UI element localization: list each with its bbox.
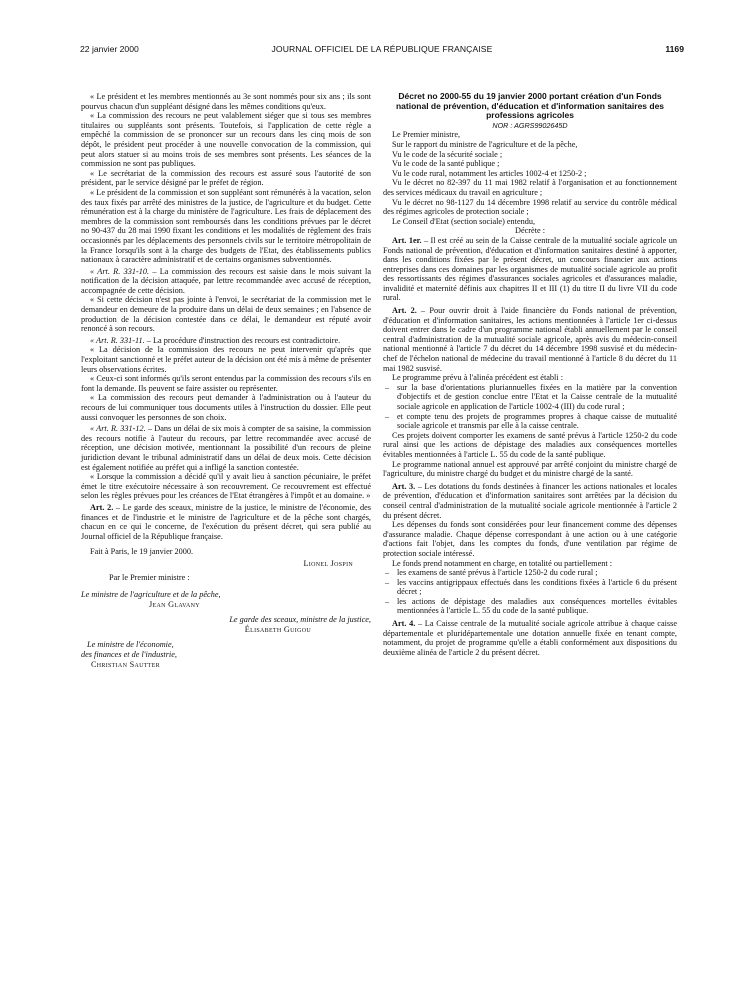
paragraph-text: – Il est créé au sein de la Caisse centrale de la mutualité sociale agricole un Fonds national de prévention, d'éducation et d'information sanitaires destiné à apporter, dans les conditions fixées par le présent décret, un concours financier aux actions entreprises dans ces domaines par les organismes de mutualité sociale agricole au profit des ressortissants des régimes d'assurances sociales agricoles et d'assurances maladie, invalidité et maternité définis aux chapitres II et III (1) du titre II du livre VII du code rural.: [383, 235, 677, 303]
paragraph: Vu le décret no 82-397 du 11 mai 1982 relatif à l'organisation et au fonctionnement des services médicaux du travail en agriculture ;: [383, 178, 677, 197]
paragraph: [81, 267, 371, 296]
paragraph: [81, 503, 371, 541]
minister-title: Le ministre de l'économie,: [87, 640, 174, 650]
paragraph: « Le secrétariat de la commission des recours est assuré sous l'autorité de son président, par le service désigné par le préfet de région.: [81, 168, 371, 188]
paragraph: « Le président de la commission et son suppléant sont rémunérés à la vacation, selon des taux fixés par arrêté des ministres de la justice, de l'agriculture et du budget. Cette rémunération est à la charge du ministère de l'agriculture. Les frais de déplacement des membres de la commission sont remboursés dans les conditions prévues par le décret no 90-437 du 28 mai 1990 fixant les conditions et les modalités de règlement des frais occasionnés par les déplacements des personnels civils sur le territoire métropolitain de la France lorsqu'ils sont à la charge des budgets de l'Etat, des établissements publics nationaux à caractère administratif et de certains organismes subventionnés.: [81, 187, 371, 265]
article-ref: Art. 2.: [392, 306, 417, 316]
signature: Élisabeth Guigou: [244, 624, 311, 634]
right-column: [383, 92, 677, 657]
dash-list: [383, 383, 677, 431]
list-item: – les actions de dépistage des maladies aux conséquences mortelles évitables mentionnées à l'article L. 55 du code de la santé publique.: [383, 597, 677, 616]
article-ref: Art. 1er.: [392, 235, 422, 245]
article-ref: « Art. R. 331-11.: [90, 335, 145, 345]
paragraph: « Si cette décision n'est pas jointe à l'envoi, le secrétariat de la commission met le demandeur en demeure de la produire dans un délai de deux semaines ; en l'absence de production de la décision contestée dans ce délai, le demandeur est réputé avoir renoncé à son recours.: [81, 295, 371, 334]
paragraph: Vu le code rural, notamment les articles 1002-4 et 1250-2 ;: [392, 168, 587, 178]
dash-list: [383, 568, 677, 616]
paragraph: « La commission des recours ne peut valablement siéger que si tous ses membres titulaires ou suppléants sont présents. Toutefois, si l'application de cette règle a empêché la commission de se prononcer sur un recours dans les cinq mois de son dépôt, le président peut procéder à une nouvelle convocation de la commission, qui peut alors statuer si au moins trois de ses membres sont présents. Les séances de la commission ne sont pas publiques.: [81, 111, 371, 169]
paragraph: « La décision de la commission des recours ne peut intervenir qu'après que l'exploitant sanctionné et le préfet auteur de la décision ont été mis à même de présenter leurs observations écrites.: [81, 345, 371, 374]
paragraph: Le programme prévu à l'alinéa précédent est établi :: [392, 373, 563, 383]
paragraph-text: – La Caisse centrale de la mutualité sociale agricole attribue à chaque caisse départementale et pluridépartementale une dotation annuelle fixée en tenant compte, notamment, du projet de programme qu'elle a établi conformément aux dispositions du deuxième alinéa de l'article 2 du présent décret.: [383, 619, 677, 657]
article-ref: Art. 4.: [392, 619, 416, 629]
article-ref: « Art. R. 331-12.: [90, 424, 146, 434]
paragraph: « Lorsque la commission a décidé qu'il y avait lieu à sanction pécuniaire, le préfet émet le titre exécutoire nécessaire à son recouvrement. Ce recouvrement est effectué selon les règles prévues pour les créances de l'Etat étrangères à l'impôt et au domaine. »: [81, 472, 371, 501]
paragraph: « Le président et les membres mentionnés au 3e sont nommés pour six ans ; ils sont pourvus chacun d'un suppléant désigné dans les mêmes conditions qu'eux.: [81, 92, 371, 111]
signature: Lionel Jospin: [303, 558, 353, 568]
left-column: [81, 92, 371, 669]
paragraph: Les dépenses du fonds sont considérées pour leur financement comme des dépenses d'assurance maladie. Chaque dépense correspondant à une action ou à une catégorie d'actions fait l'objet, dans les comptes du fonds, d'une ventilation par régime de protection sociale intéressé.: [383, 520, 677, 558]
paragraph: [81, 424, 371, 472]
paragraph: Le Premier ministre,: [392, 130, 461, 140]
paragraph: Le fonds prend notamment en charge, en totalité ou partiellement :: [392, 558, 613, 568]
decrete-heading: Décrète :: [515, 226, 545, 236]
page-number: 1169: [665, 44, 684, 54]
paragraph-text: – La commission des recours est saisie dans le mois suivant la notification de la décision attaquée, par lettre recommandée avec accusé de réception, accompagnée de cette décision.: [81, 266, 371, 295]
paragraph: [383, 236, 677, 303]
paragraph-text: – Les dotations du fonds destinées à financer les actions nationales et locales de prévention, d'éducation et d'information sanitaires sont arrêtées par la décision du conseil central d'administration de la mutualité sociale agricole mentionnée à l'article 2 du présent décret.: [383, 481, 677, 520]
paragraph: [383, 306, 677, 373]
nor-reference: NOR : AGRS9902645D: [492, 120, 568, 130]
minister-title: Le ministre de l'agriculture et de la pêche,: [81, 590, 221, 600]
article-ref: Art. 2.: [90, 502, 114, 512]
minister-title: Le garde des sceaux, ministre de la justice,: [229, 615, 371, 625]
article-ref: « Art. R. 331-10.: [90, 266, 150, 276]
paragraph-text: – Le garde des sceaux, ministre de la justice, le ministre de l'économie, des finances et de l'industrie et le ministre de l'agriculture et de la pêche sont chargés, chacun en ce qui le concerne, de l'exécution du présent décret, qui sera publié au Journal officiel de la République française.: [81, 502, 371, 541]
paragraph-text: – Dans un délai de six mois à compter de sa saisine, la commission des recours notifie à l'auteur du recours, par lettre recommandée avec accusé de réception, une décision motivée, mentionnant la possibilité d'un recours de pleine juridiction devant le tribunal administratif dans un délai de deux mois. Cette décision est également notifiée au préfet qui a infligé la sanction contestée.: [81, 424, 371, 472]
paragraph: [383, 619, 677, 657]
done-line: Fait à Paris, le 19 janvier 2000.: [90, 547, 194, 557]
paragraph: Le programme national annuel est approuvé par arrêté conjoint du ministre chargé de l'agriculture, du ministre chargé du budget et du ministre chargé de la santé.: [383, 459, 677, 479]
paragraph: Vu le code de la sécurité sociale ;: [392, 149, 503, 159]
journal-title: JOURNAL OFFICIEL DE LA RÉPUBLIQUE FRANÇAISE: [271, 44, 493, 54]
paragraph: Le Conseil d'Etat (section sociale) entendu,: [392, 216, 536, 226]
decree-title: Décret no 2000-55 du 19 janvier 2000 portant création d'un Fonds national de prévention, d'éducation et d'information sanitaires des professions agricoles: [395, 91, 665, 121]
paragraph: « Ceux-ci sont informés qu'ils seront entendus par la commission des recours s'ils en font la demande. Ils peuvent se faire assister ou représenter.: [81, 374, 371, 393]
paragraph: Vu le code de la santé publique ;: [392, 159, 500, 169]
paragraph: [81, 336, 371, 346]
list-item: – les vaccins antigrippaux effectués dans les conditions fixées à l'article 6 du présent décret ;: [383, 578, 677, 597]
minister-title: des finances et de l'industrie,: [81, 650, 177, 660]
signature: Jean Glavany: [149, 599, 200, 609]
paragraph: « La commission des recours peut demander à l'administration ou à l'auteur du recours de lui communiquer tous documents utiles à l'instruction du dossier. Elle peut aussi convoquer les personnes de son choix.: [81, 393, 371, 422]
list-item: – les examens de santé prévus à l'article 1250-2 du code rural ;: [383, 568, 677, 578]
paragraph-text: – Pour ouvrir droit à l'aide financière du Fonds national de prévention, d'éducation et d'information sanitaires, les actions mentionnées à l'article 1er ci-dessus doivent entrer dans le cadre d'un programme national établi annuellement par le conseil central d'administration de la mutualité sociale agricole, après avis du médecin-conseil national mentionné à l'article 7 du décret du 14 décembre 1998 susvisé et du médecin-chef de l'échelon national de médecine du travail mentionné à l'article 8 du décret du 11 mai 1982 susvisé.: [383, 306, 677, 373]
signature-intro: Par le Premier ministre :: [109, 572, 190, 582]
paragraph-text: – La procédure d'instruction des recours est contradictoire.: [144, 335, 341, 345]
paragraph: [383, 482, 677, 520]
list-item: – et compte tenu des projets de programmes propres à chaque caisse de mutualité sociale agricole et transmis par elle à la caisse centrale.: [383, 412, 677, 431]
paragraph: Vu le décret no 98-1127 du 14 décembre 1998 relatif au service du contrôle médical des régimes agricoles de protection sociale ;: [383, 197, 677, 217]
paragraph: Sur le rapport du ministre de l'agriculture et de la pêche,: [392, 139, 578, 149]
paragraph: Ces projets doivent comporter les examens de santé prévus à l'article 1250-2 du code rural ainsi que les actions de dépistage des maladies aux conséquences mortelles évitables mentionnées à l'article L. 55 du code de la santé publique.: [383, 430, 677, 459]
signature: Christian Sautter: [91, 659, 160, 669]
list-item: – sur la base d'orientations pluriannuelles fixées en la matière par la convention d'objectifs et de gestion conclue entre l'Etat et la Caisse centrale de la mutualité sociale agricole en application de l'article 1002-4 (III) du code rural ;: [383, 383, 677, 412]
page-header: [80, 44, 684, 58]
article-ref: Art. 3.: [392, 481, 416, 491]
header-date: 22 janvier 2000: [80, 44, 139, 54]
